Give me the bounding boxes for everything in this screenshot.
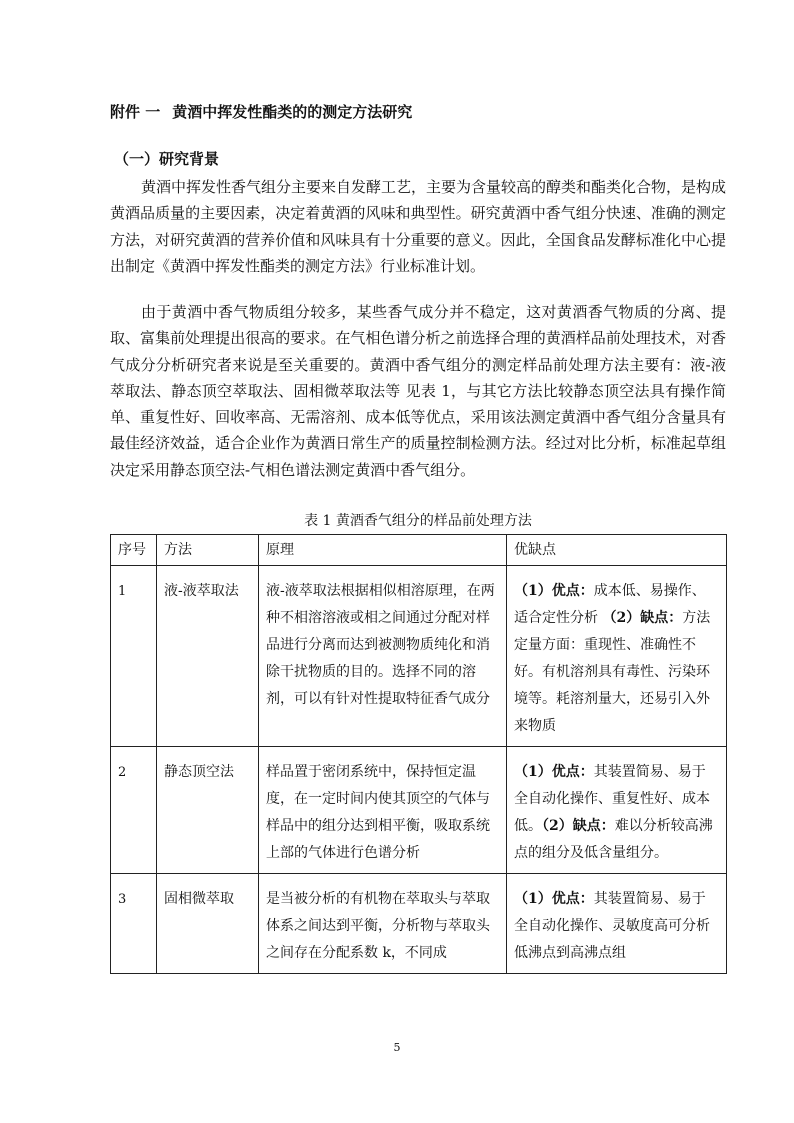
header-pros-cons: 优缺点 xyxy=(507,535,727,566)
table-row xyxy=(111,566,727,747)
table-header-row xyxy=(111,535,727,566)
table-caption: 表 1 黄酒香气组分的样品前处理方法 xyxy=(304,513,532,529)
con-text: 难以分析较高沸点的组分及低含量组分。 xyxy=(514,818,713,861)
con-text: 方法定量方面：重现性、准确性不好。有机溶剂具有毒性、污染环境等。耗溶剂量大，还易引入外来物质 xyxy=(514,610,711,734)
table-row xyxy=(111,747,727,874)
pro-text: 其装置简易、易于全自动化操作、灵敏度高可分析低沸点到高沸点组 xyxy=(514,891,710,961)
header-principle: 原理 xyxy=(259,535,507,566)
header-no: 序号 xyxy=(111,535,157,566)
pro-label: （1）优点： xyxy=(514,764,594,780)
paragraph-pretreatment: 由于黄酒中香气物质组分较多，某些香气成分并不稳定，这对黄酒香气物质的分离、提取、富集前处理提出很高的要求。在气相色谱分析之前选择合理的黄酒样品前处理技术，对香气成分分析研究者来说是至关重要的。黄酒中香气组分的测定样品前处理方法主要有：液-液萃取法、静态顶空萃取法、固相微萃取法等 见表 1，与其它方法比较静态顶空法具有操作简单、重复性好、回收率高、无需溶剂、成本低等优点，采用该法测定黄酒中香气组分含量具有最佳经济效益，适合企业作为黄酒日常生产的质量控制检测方法。经过对比分析，标准起草组决定采用静态顶空法-气相色谱法测定黄酒中香气组分。 xyxy=(110,303,726,479)
methods-table xyxy=(110,534,727,974)
pro-text: 其装置简易、易于全自动化操作、重复性好、成本低。 xyxy=(514,764,710,834)
paragraph-background: 黄酒中挥发性香气组分主要来自发酵工艺，主要为含量较高的醇类和酯类化合物，是构成黄酒品质量的主要因素，决定着黄酒的风味和典型性。研究黄酒中香气组分快速、准确的测定方法，对研究黄酒的营养价值和风味具有十分重要的意义。因此，全国食品发酵标准化中心提出制定《黄酒中挥发性酯类的测定方法》行业标准计划。 xyxy=(110,178,727,275)
row-method: 固相微萃取 xyxy=(157,874,259,974)
con-label: （2）缺点： xyxy=(542,818,615,834)
document-heading xyxy=(110,98,710,126)
table-row xyxy=(111,874,727,974)
row-pros-cons xyxy=(507,874,727,974)
row-principle: 是当被分析的有机物在萃取头与萃取体系之间达到平衡，分析物与萃取头之间存在分配系数 k，不同成 xyxy=(259,874,507,974)
heading-title: 黄酒中挥发性酯类的的测定方法研究 xyxy=(172,103,413,121)
row-pros-cons xyxy=(507,747,727,874)
pro-label: （1）优点： xyxy=(514,583,594,599)
row-no: 1 xyxy=(111,566,157,747)
heading-prefix: 附件 一 xyxy=(110,103,161,121)
row-no: 3 xyxy=(111,874,157,974)
con-label: （2）缺点： xyxy=(602,610,683,626)
row-no: 2 xyxy=(111,747,157,874)
pro-label: （1）优点： xyxy=(514,891,594,907)
row-principle: 液-液萃取法根据相似相溶原理，在两种不相溶溶液或相之间通过分配对样品进行分离而达到被测物质纯化和消除干扰物质的目的。选择不同的溶剂，可以有针对性提取特征香气成分 xyxy=(259,566,507,747)
page-number: 5 xyxy=(393,1041,401,1054)
pro-text: 成本低、易操作、适合定性分析 xyxy=(514,583,706,626)
section-title: （一）研究背景 xyxy=(114,150,220,168)
row-method: 液-液萃取法 xyxy=(157,566,259,747)
header-method: 方法 xyxy=(157,535,259,566)
row-pros-cons xyxy=(507,566,727,747)
row-principle: 样品置于密闭系统中，保持恒定温度，在一定时间内使其顶空的气体与样品中的组分达到相平衡，吸取系统上部的气体进行色谱分析 xyxy=(259,747,507,874)
row-method: 静态顶空法 xyxy=(157,747,259,874)
